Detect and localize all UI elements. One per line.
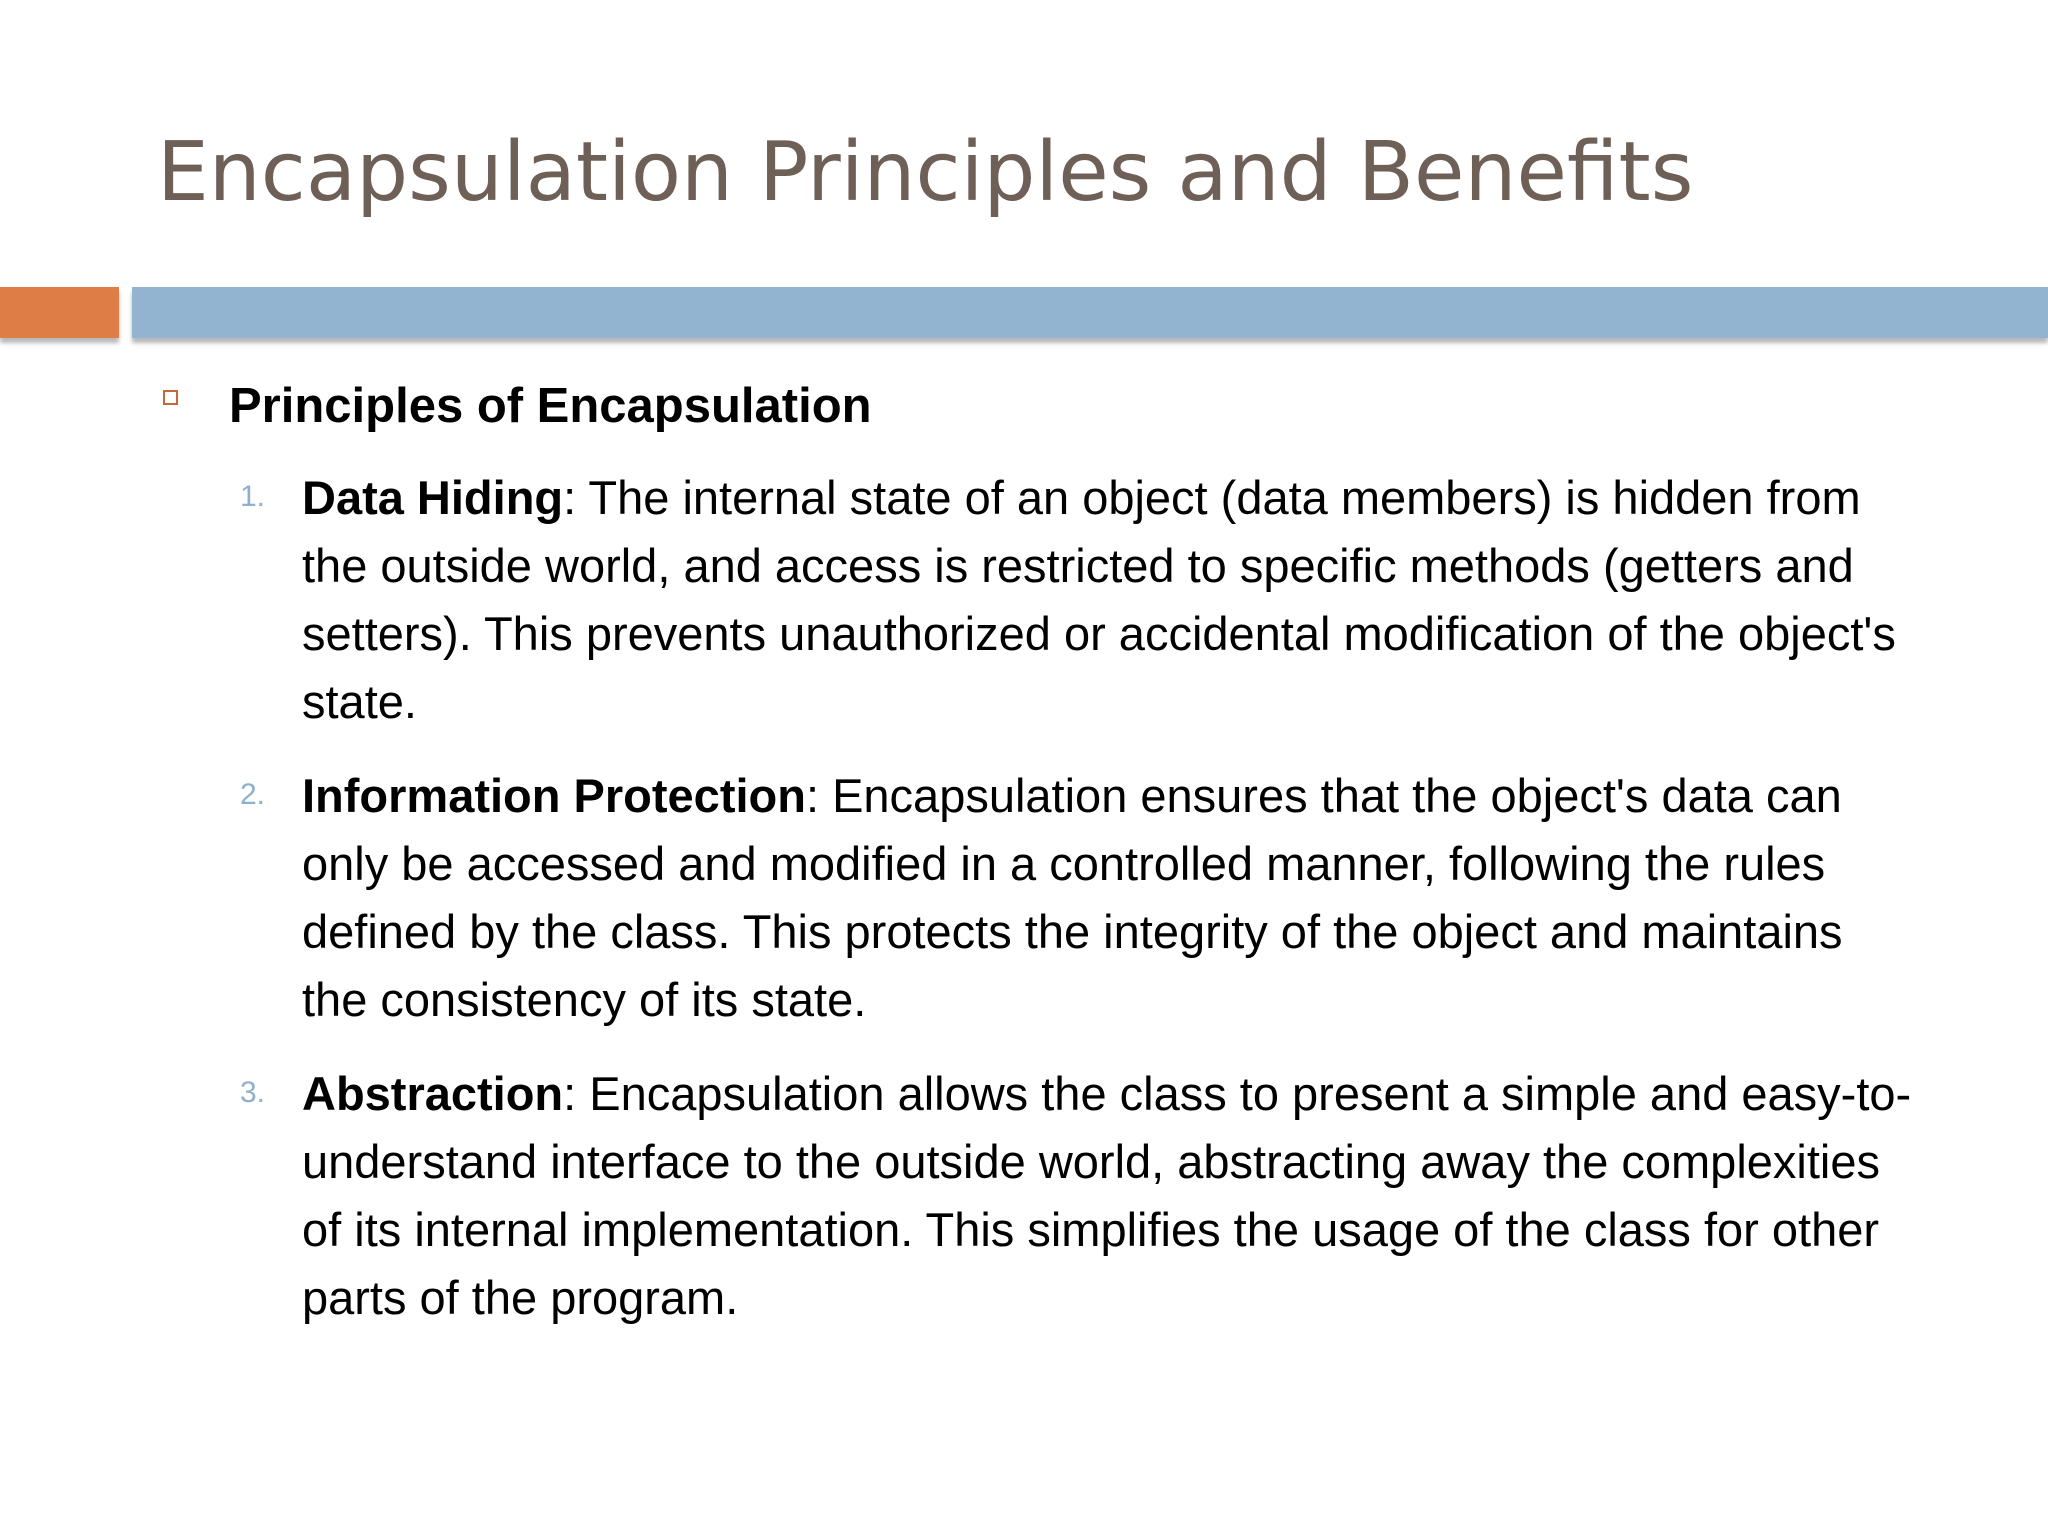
accent-bar-blue [132, 287, 2048, 338]
accent-bar-orange [0, 287, 119, 338]
item-term: Abstraction [302, 1067, 564, 1120]
slide-title: Encapsulation Principles and Benefits [157, 125, 1694, 220]
item-description: : The internal state of an object (data members) is hidden from the outside world, and access is restricted to specific methods (getters and setters). This prevents unauthorized or accidental modification of the object's state. [302, 471, 1896, 728]
square-bullet-icon [163, 390, 178, 405]
numbered-list [240, 464, 1920, 1358]
item-number: 3. [240, 1076, 266, 1109]
item-description: : Encapsulation allows the class to present a simple and easy-to-understand interface to the outside world, abstracting away the complexities of its internal implementation. This simplifies the usage of the class for other parts of the program. [302, 1067, 1912, 1324]
item-text [302, 464, 1920, 736]
item-text [302, 762, 1920, 1034]
item-term: Data Hiding [302, 471, 564, 524]
bullet-principles [163, 376, 872, 433]
list-item-data-hiding [240, 464, 1920, 736]
item-number: 2. [240, 778, 266, 811]
item-text [302, 1060, 1920, 1332]
item-description: : Encapsulation ensures that the object's data can only be accessed and modified in a controlled manner, following the rules defined by the class. This protects the integrity of the object and maintains the consistency of its state. [302, 769, 1843, 1026]
list-item-information-protection [240, 762, 1920, 1034]
list-item-abstraction [240, 1060, 1920, 1332]
item-term: Information Protection [302, 769, 806, 822]
bullet-heading: Principles of Encapsulation [229, 379, 872, 433]
item-number: 1. [240, 480, 266, 513]
